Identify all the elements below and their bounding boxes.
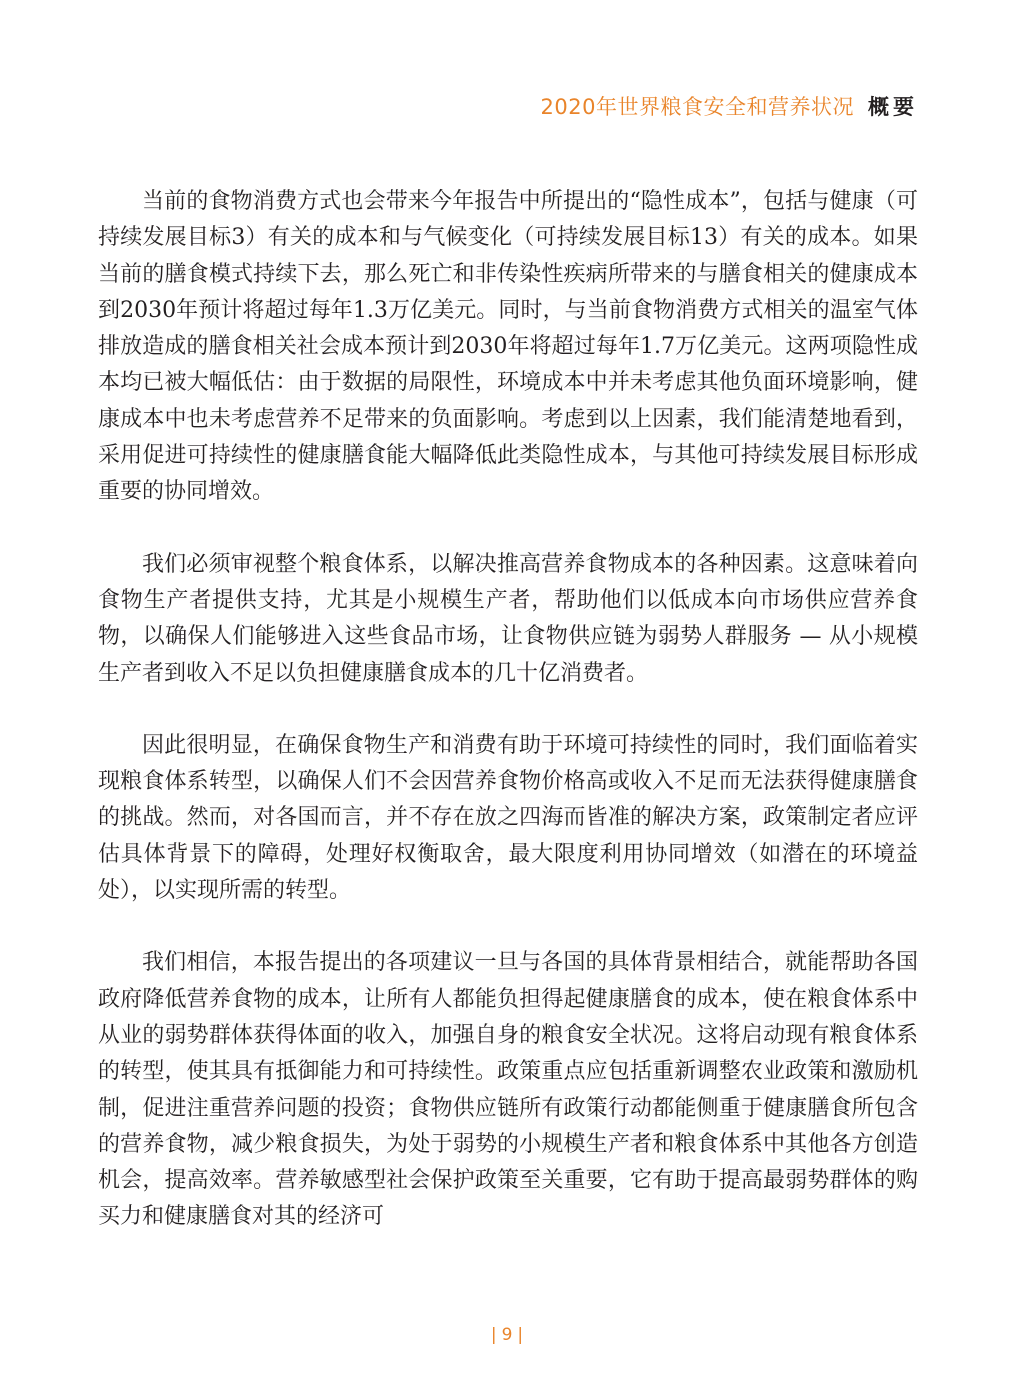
paragraph-hidden-costs: 当前的食物消费方式也会带来今年报告中所提出的“隐性成本”，包括与健康（可持续发展目标3）有关的成本和与气候变化（可持续发展目标13）有关的成本。如果当前的膳食模式持续下去，那么死亡和非传染性疾病所带来的与膳食相关的健康成本到2030年预计将超过每年1.3万亿美元。同时，与当前食物消费方式相关的温室气体排放造成的膳食相关社会成本预计到2030年将超过每年1.7万亿美元。这两项隐性成本均已被大幅低估：由于数据的局限性，环境成本中并未考虑其他负面环境影响，健康成本中也未考虑营养不足带来的负面影响。考虑到以上因素，我们能清楚地看到，采用促进可持续性的健康膳食能大幅降低此类隐性成本，与其他可持续发展目标形成重要的协同增效。 (98, 189, 918, 505)
page-number-value: 9 (501, 1325, 513, 1345)
paragraph-food-system: 我们必须审视整个粮食体系，以解决推高营养食物成本的各种因素。这意味着向食物生产者提供支持，尤其是小规模生产者，帮助他们以低成本向市场供应营养食物，以确保人们能够进入这些食品市场，让食物供应链为弱势人群服务 — 从小规模生产者到收入不足以负担健康膳食成本的几十亿消费者。 (98, 551, 918, 686)
paragraph-recommendations: 我们相信，本报告提出的各项建议一旦与各国的具体背景相结合，就能帮助各国政府降低营养食物的成本，让所有人都能负担得起健康膳食的成本，使在粮食体系中从业的弱势群体获得体面的收入，加强自身的粮食安全状况。这将启动现有粮食体系的转型，使其具有抵御能力和可持续性。政策重点应包括重新调整农业政策和激励机制，促进注重营养问题的投资；食物供应链所有政策行动都能侧重于健康膳食所包含的营养食物，减少粮食损失，为处于弱势的小规模生产者和粮食体系中其他各方创造机会，提高效率。营养敏感型社会保护政策至关重要，它有助于提高最弱势群体的购买力和健康膳食对其的经济可 (98, 950, 918, 1230)
page-number-right-bar: | (517, 1325, 524, 1345)
page-number-left-bar: | (490, 1325, 497, 1345)
section-label: 概要 (868, 95, 918, 119)
paragraph-transformation: 因此很明显，在确保食物生产和消费有助于环境可持续性的同时，我们面临着实现粮食体系转型，以确保人们不会因营养食物价格高或收入不足而无法获得健康膳食的挑战。然而，对各国而言，并不存在放之四海而皆准的解决方案，政策制定者应评估具体背景下的障碍，处理好权衡取舍，最大限度利用协同增效（如潜在的环境益处），以实现所需的转型。 (98, 732, 918, 904)
body-text (98, 184, 918, 1272)
running-header (541, 92, 918, 122)
report-title: 2020年世界粮食安全和营养状况 (540, 95, 854, 119)
page-number (0, 1324, 1014, 1346)
